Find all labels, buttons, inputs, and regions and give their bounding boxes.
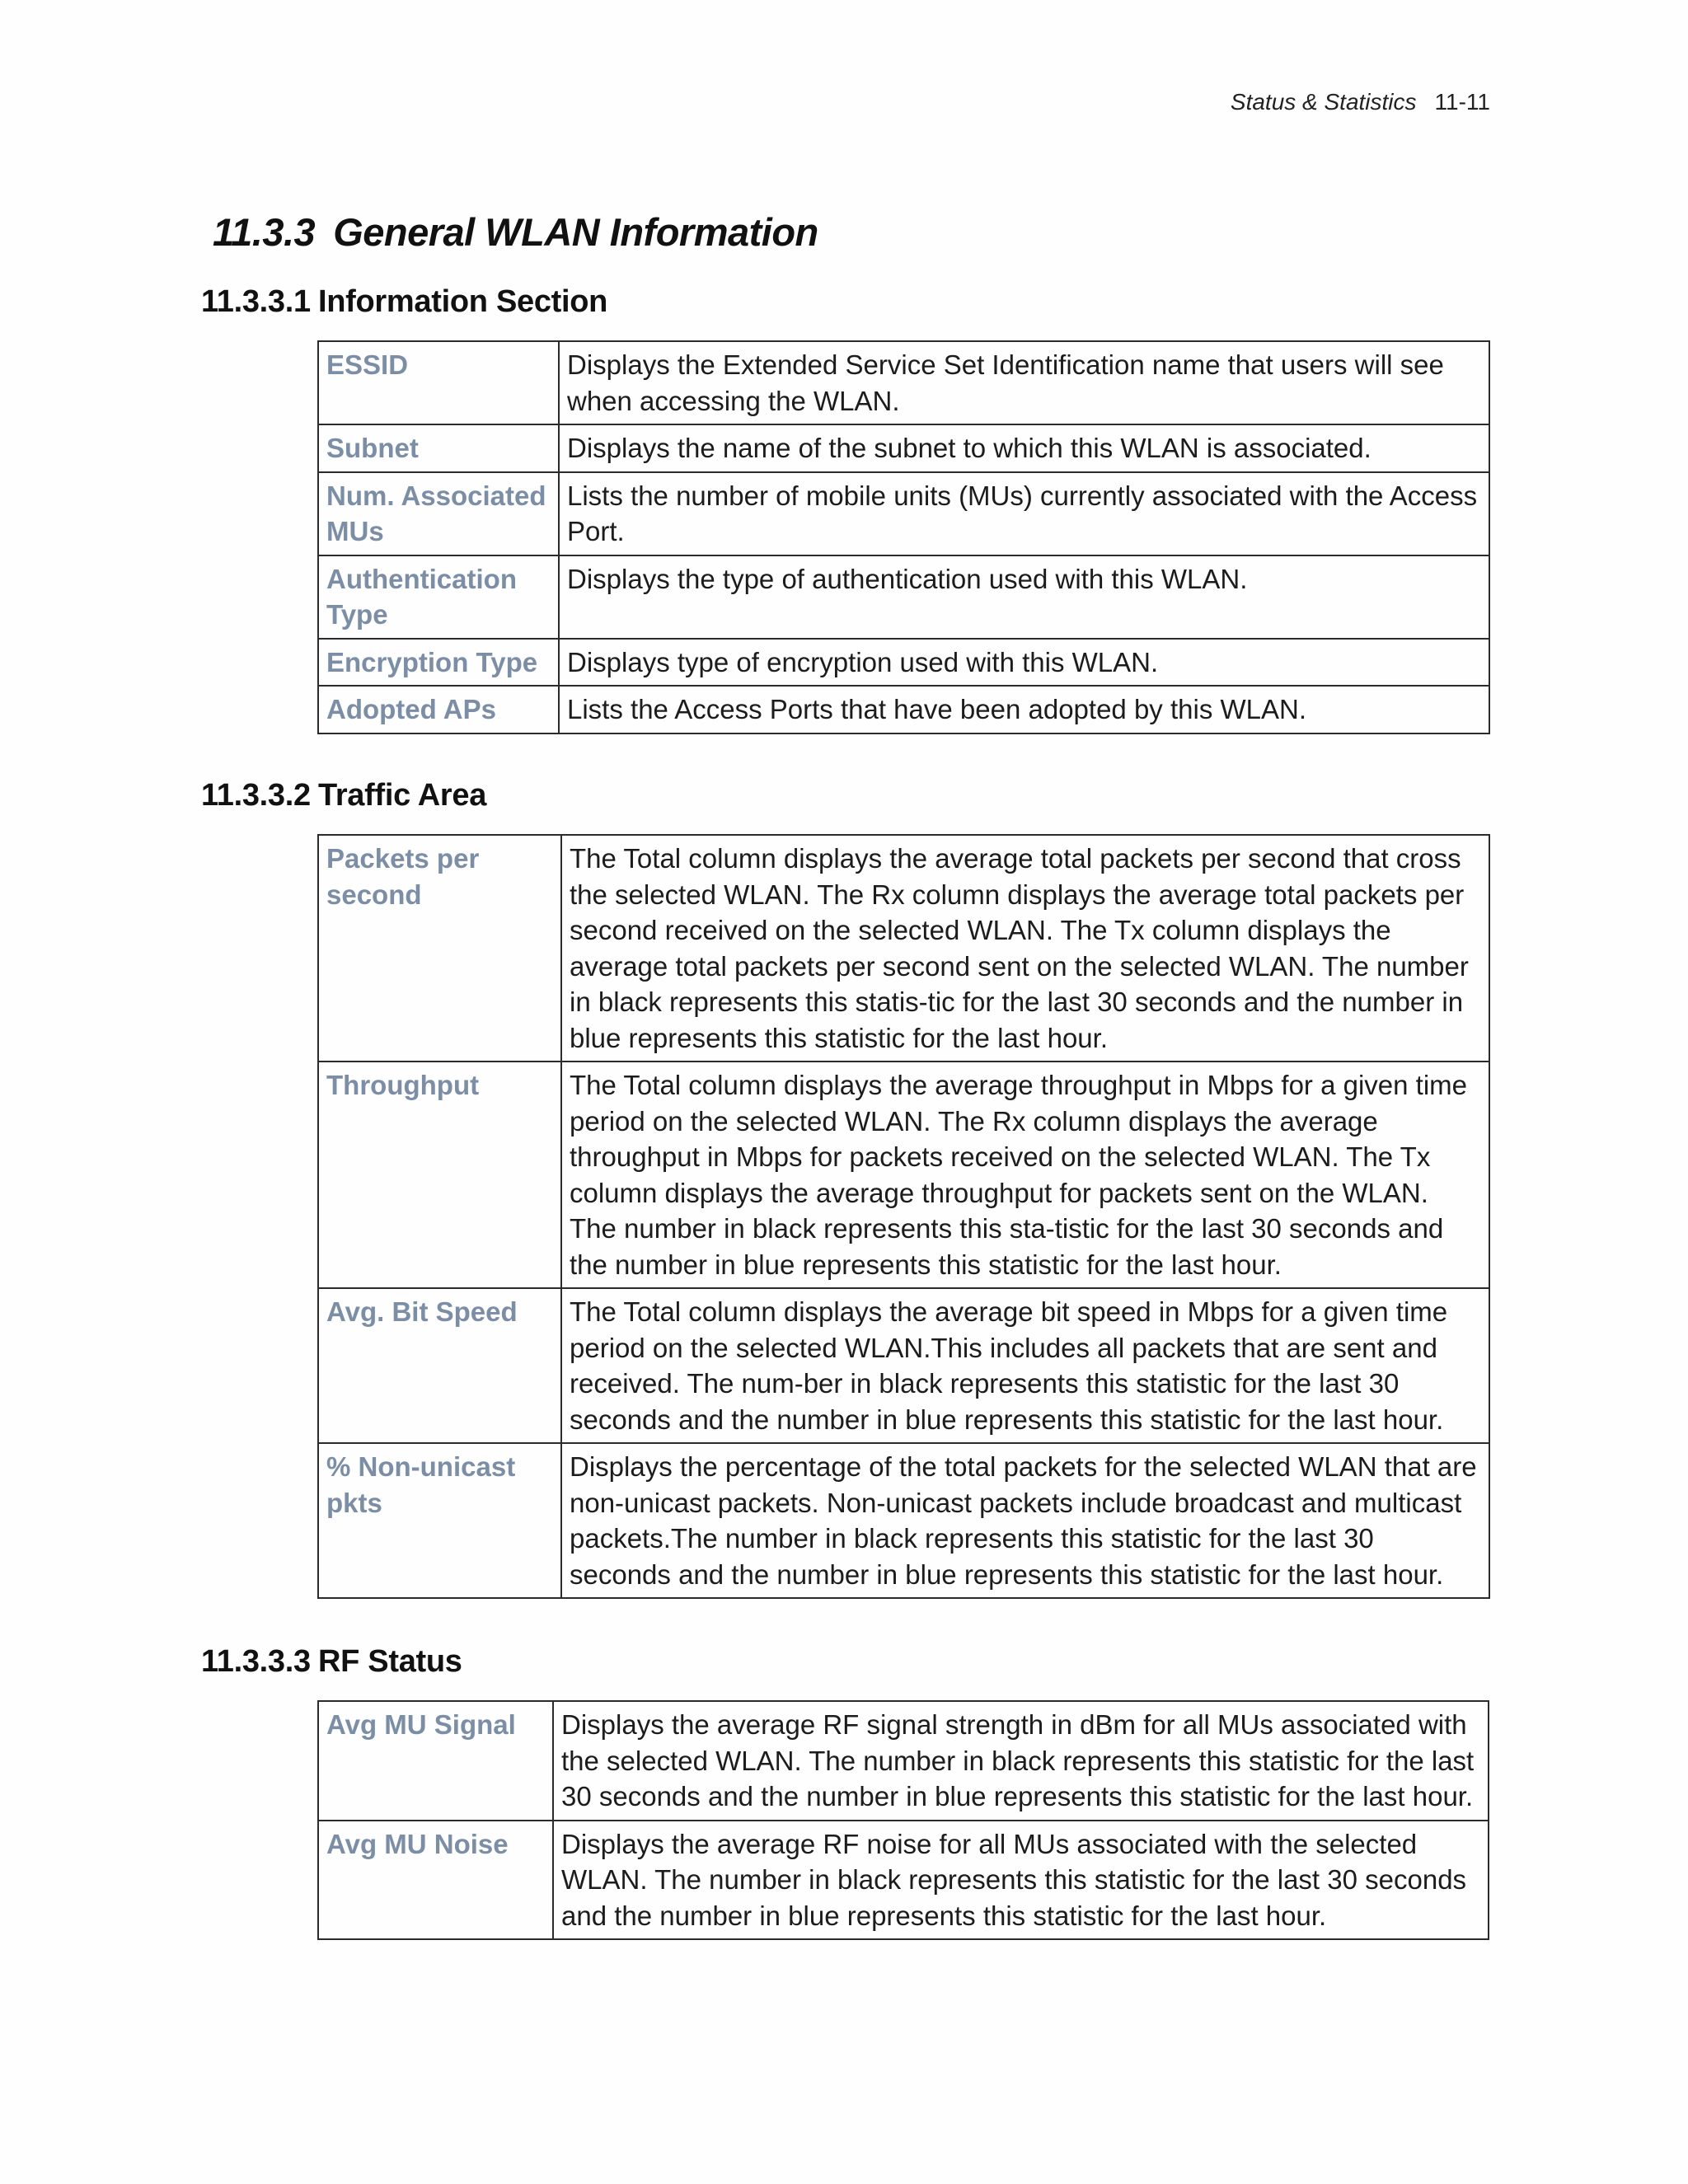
section-number: 11.3.3 <box>213 210 316 254</box>
term-cell: Encryption Type <box>318 639 559 687</box>
subsection-title: Traffic Area <box>318 778 487 813</box>
description-cell: Displays the name of the subnet to which this WLAN is associated. <box>559 424 1489 472</box>
term-cell: Avg MU Noise <box>318 1821 553 1940</box>
description-cell: Lists the Access Ports that have been adopted by this WLAN. <box>559 686 1489 733</box>
description-cell: The Total column displays the average total packets per second that cross the selected WLAN. The Rx column displays the average total packets per second received on the selected WLAN. The Tx column displays the average total packets per second sent on the selected WLAN. The number in black represents this statis-tic for the last 30 seconds and the number in blue represents this statistic for the last hour. <box>561 835 1489 1062</box>
subsection-title: Information Section <box>318 284 608 319</box>
term-cell: Packets per second <box>318 835 561 1062</box>
running-head-title: Status & Statistics <box>1230 89 1417 115</box>
description-cell: Displays the type of authentication used with this WLAN. <box>559 555 1489 639</box>
term-cell: Subnet <box>318 424 559 472</box>
term-cell: Avg. Bit Speed <box>318 1288 561 1443</box>
term-cell: ESSID <box>318 341 559 424</box>
table-row <box>318 424 1489 472</box>
description-cell: Displays the percentage of the total packets for the selected WLAN that are non-unicast packets. Non-unicast packets include broadcast and multicast packets.The number in black represents this statistic for the last 30 seconds and the number in blue represents this statistic for the last hour. <box>561 1443 1489 1598</box>
information-table <box>317 340 1490 734</box>
description-cell: Displays the average RF signal strength in dBm for all MUs associated with the selected WLAN. The number in black represents this statistic for the last 30 seconds and the number in blue represents this statistic for the last hour. <box>553 1701 1489 1821</box>
term-cell: Num. Associated MUs <box>318 472 559 555</box>
subsection-heading-information <box>201 284 607 320</box>
table-row <box>318 686 1489 733</box>
table-row <box>318 1288 1489 1443</box>
subsection-heading-traffic <box>201 778 486 813</box>
table-row <box>318 1443 1489 1598</box>
description-cell: Displays type of encryption used with this WLAN. <box>559 639 1489 687</box>
section-title: General WLAN Information <box>333 210 818 254</box>
term-cell: % Non-unicast pkts <box>318 1443 561 1598</box>
description-cell: The Total column displays the average bit speed in Mbps for a given time period on the selected WLAN.This includes all packets that are sent and received. The num-ber in black represents this statistic for the last 30 seconds and the number in blue represents this statistic for the last hour. <box>561 1288 1489 1443</box>
description-cell: The Total column displays the average throughput in Mbps for a given time period on the selected WLAN. The Rx column displays the average throughput in Mbps for packets received on the selected WLAN. The Tx column displays the average throughput for packets sent on the WLAN. The number in black represents this sta-tistic for the last 30 seconds and the number in blue represents this statistic for the last hour. <box>561 1062 1489 1288</box>
subsection-number: 11.3.3.3 <box>201 1644 311 1679</box>
table-row <box>318 639 1489 687</box>
term-cell: Avg MU Signal <box>318 1701 553 1821</box>
table-row <box>318 1701 1489 1821</box>
table-row <box>318 341 1489 424</box>
table-row <box>318 1062 1489 1288</box>
subsection-number: 11.3.3.2 <box>201 778 311 813</box>
table-row <box>318 835 1489 1062</box>
table-row <box>318 472 1489 555</box>
subsection-heading-rf-status <box>201 1644 462 1680</box>
traffic-table <box>317 834 1490 1599</box>
page-number: 11-11 <box>1434 89 1490 115</box>
term-cell: Throughput <box>318 1062 561 1288</box>
table-row <box>318 1821 1489 1940</box>
running-head <box>1231 89 1490 115</box>
term-cell: Authentication Type <box>318 555 559 639</box>
description-cell: Lists the number of mobile units (MUs) currently associated with the Access Port. <box>559 472 1489 555</box>
section-heading <box>213 209 818 255</box>
rf-status-table <box>317 1700 1489 1940</box>
description-cell: Displays the average RF noise for all MUs associated with the selected WLAN. The number in black represents this statistic for the last 30 seconds and the number in blue represents this statistic for the last hour. <box>553 1821 1489 1940</box>
description-cell: Displays the Extended Service Set Identification name that users will see when accessing the WLAN. <box>559 341 1489 424</box>
subsection-title: RF Status <box>318 1644 462 1679</box>
table-row <box>318 555 1489 639</box>
subsection-number: 11.3.3.1 <box>201 284 311 319</box>
term-cell: Adopted APs <box>318 686 559 733</box>
